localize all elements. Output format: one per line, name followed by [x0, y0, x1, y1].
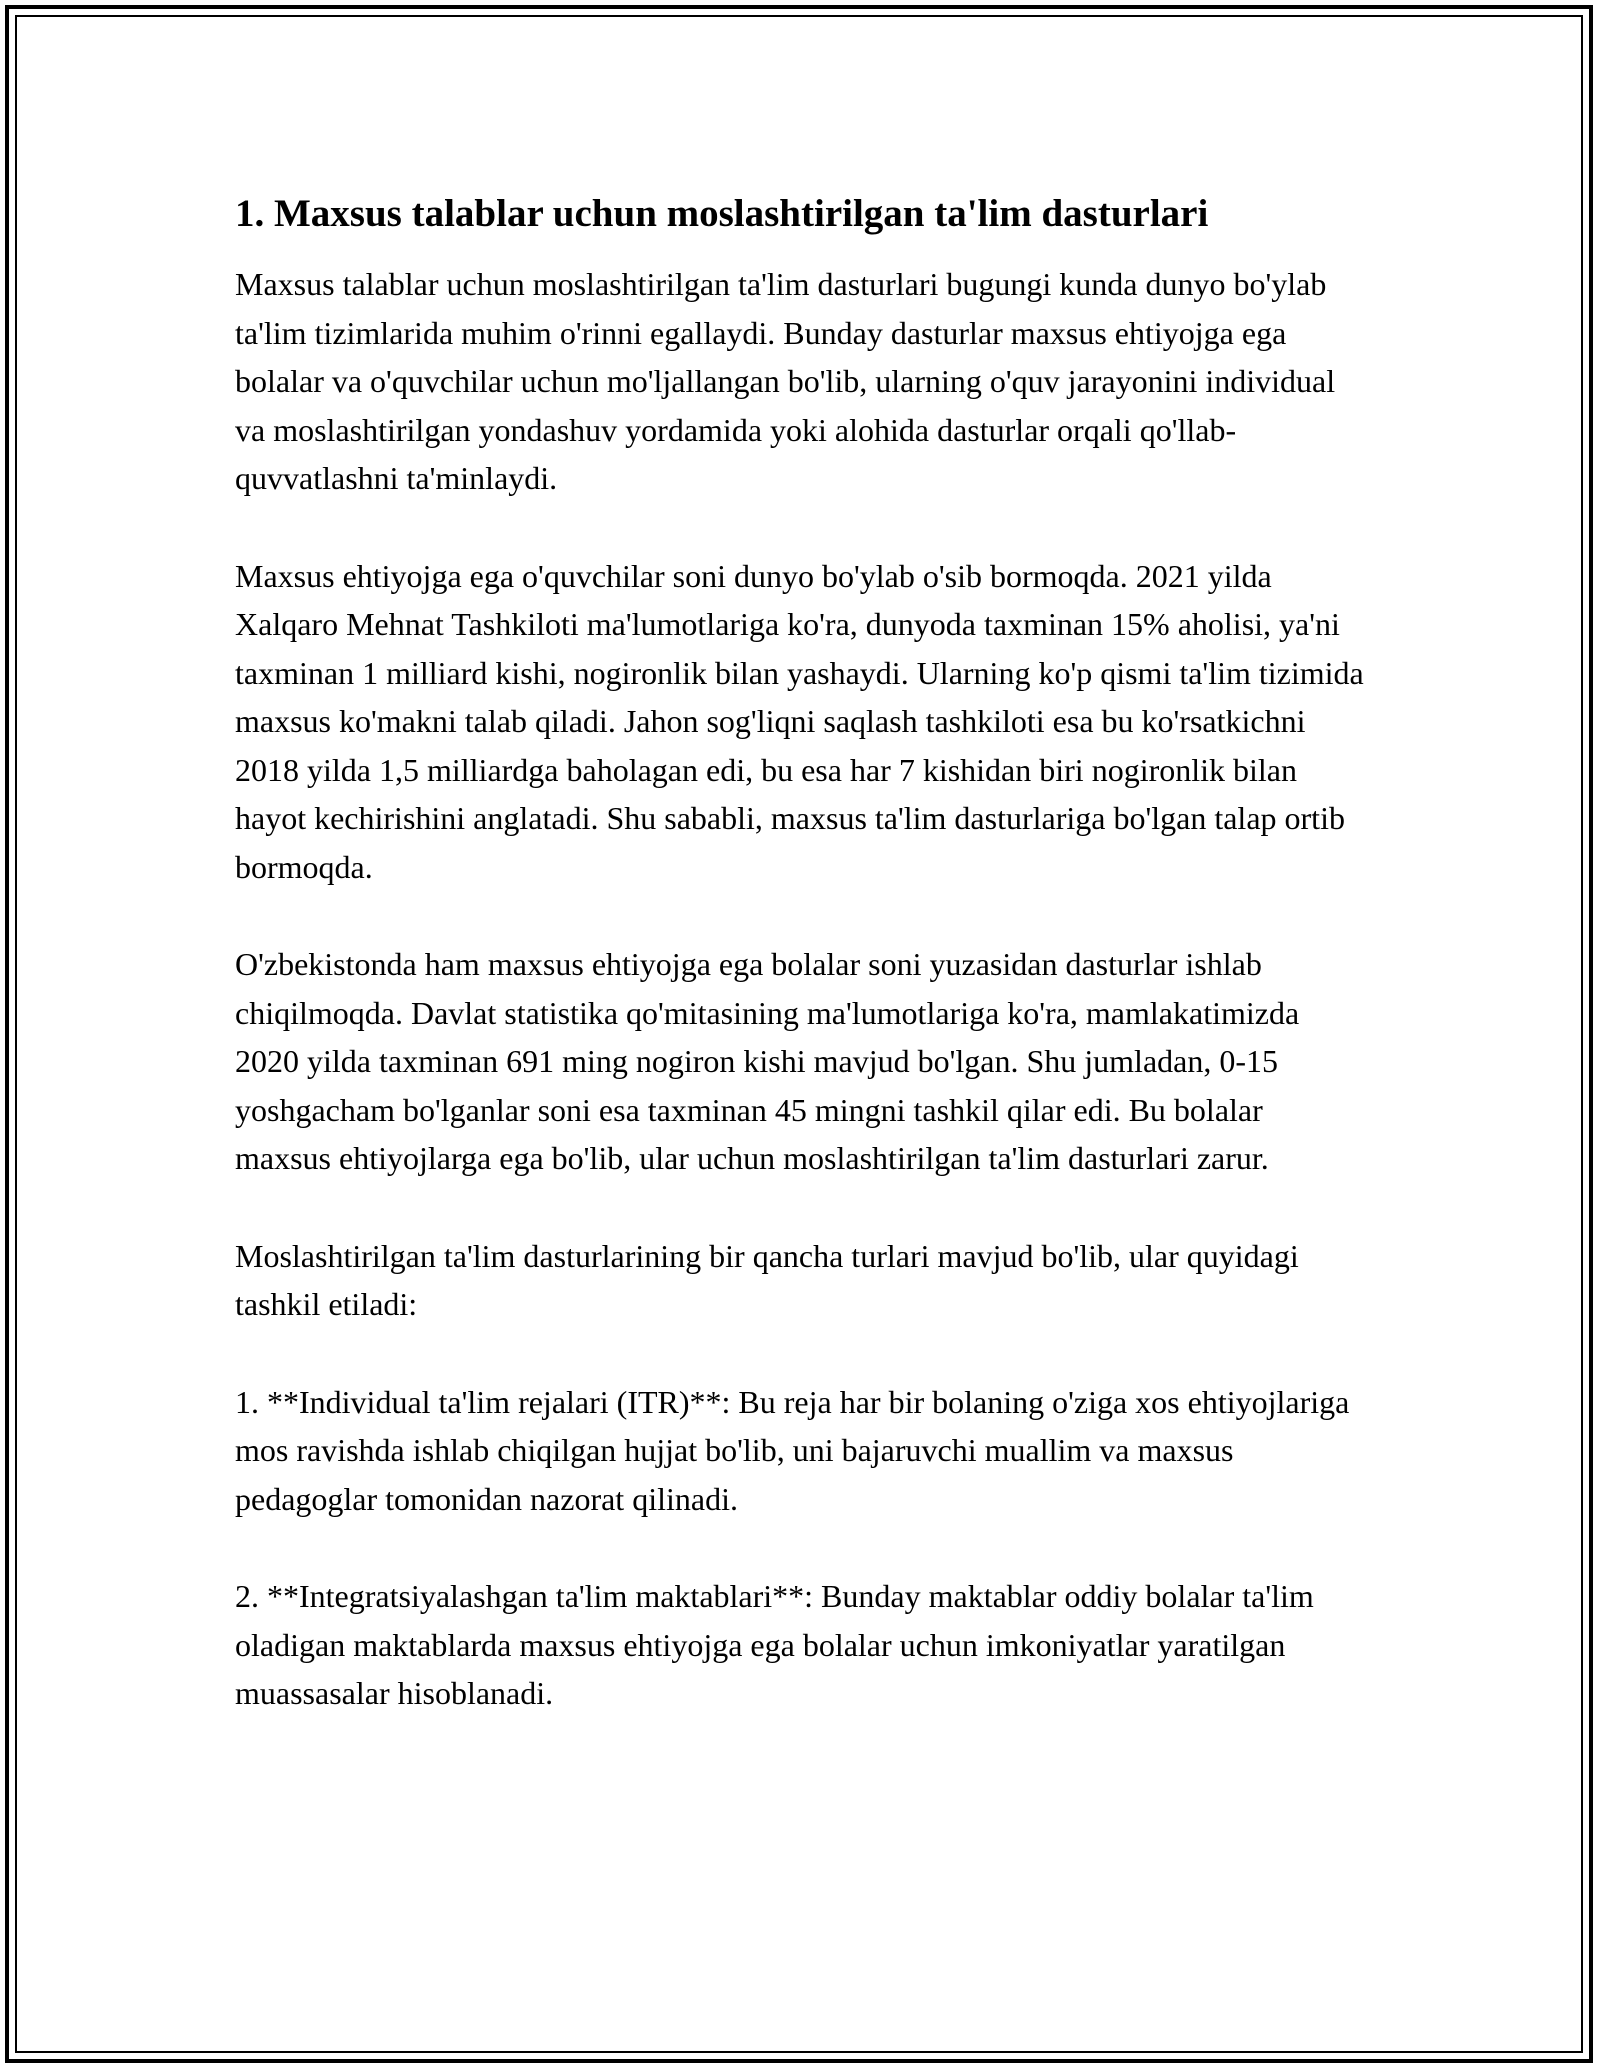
document-title: 1. Maxsus talablar uchun moslashtirilgan ta'lim dasturlari	[235, 192, 1209, 235]
paragraph-intro: Maxsus talablar uchun moslashtirilgan ta'lim dasturlari bugungi kunda dunyo bo'ylab ta'lim tizimlarida muhim o'rinni egallaydi. Bunday dasturlar maxsus ehtiyojga ega bolalar va o'quvchilar uchun mo'ljallangan bo'lib, ularning o'quv jarayonini individual va moslashtirilgan yondashuv yordamida yoki alohida dasturlar orqali qo'llab-quvvatlashni ta'minlaydi.	[235, 266, 1336, 496]
paragraph-program-types-intro: Moslashtirilgan ta'lim dasturlarining bir qancha turlari mavjud bo'lib, ular quyidagi tashkil etiladi:	[235, 1237, 1299, 1322]
document-body	[235, 188, 1365, 1767]
paragraph-world-statistics: Maxsus ehtiyojga ega o'quvchilar soni dunyo bo'ylab o'sib bormoqda. 2021 yilda Xalqaro Mehnat Tashkiloti ma'lumotlariga ko'ra, dunyoda taxminan 15% aholisi, ya'ni taxminan 1 milliard kishi, nogironlik bilan yashaydi. Ularning ko'p qismi ta'lim tizimida maxsus ko'makni talab qiladi. Jahon sog'liqni saqlash tashkiloti esa bu ko'rsatkichni 2018 yilda 1,5 milliardga baholagan edi, bu esa har 7 kishidan biri nogironlik bilan hayot kechirishini anglatadi. Shu sababli, maxsus ta'lim dasturlariga bo'lgan talap ortib bormoqda.	[235, 557, 1364, 885]
paragraph-uzbekistan-statistics: O'zbekistonda ham maxsus ehtiyojga ega bolalar soni yuzasidan dasturlar ishlab chiqilmoqda. Davlat statistika qo'mitasining ma'lumotlariga ko'ra, mamlakatimizda 2020 yilda taxminan 691 ming nogiron kishi mavjud bo'lgan. Shu jumladan, 0-15 yoshgacham bo'lganlar soni esa taxminan 45 mingni tashkil qilar edi. Bu bolalar maxsus ehtiyojlarga ega bo'lib, ular uchun moslashtirilgan ta'lim dasturlari zarur.	[235, 946, 1300, 1176]
list-item-integrated-schools: 2. **Integratsiyalashgan ta'lim maktablari**: Bunday maktablar oddiy bolalar ta'lim oladigan maktablarda maxsus ehtiyojga ega bolalar uchun imkoniyatlar yaratilgan muassasalar hisoblanadi.	[235, 1578, 1314, 1711]
list-item-individual-plans: 1. **Individual ta'lim rejalari (ITR)**: Bu reja har bir bolaning o'ziga xos ehtiyojlariga mos ravishda ishlab chiqilgan hujjat bo'lib, uni bajaruvchi muallim va maxsus pedagoglar tomonidan nazorat qilinadi.	[235, 1383, 1350, 1517]
